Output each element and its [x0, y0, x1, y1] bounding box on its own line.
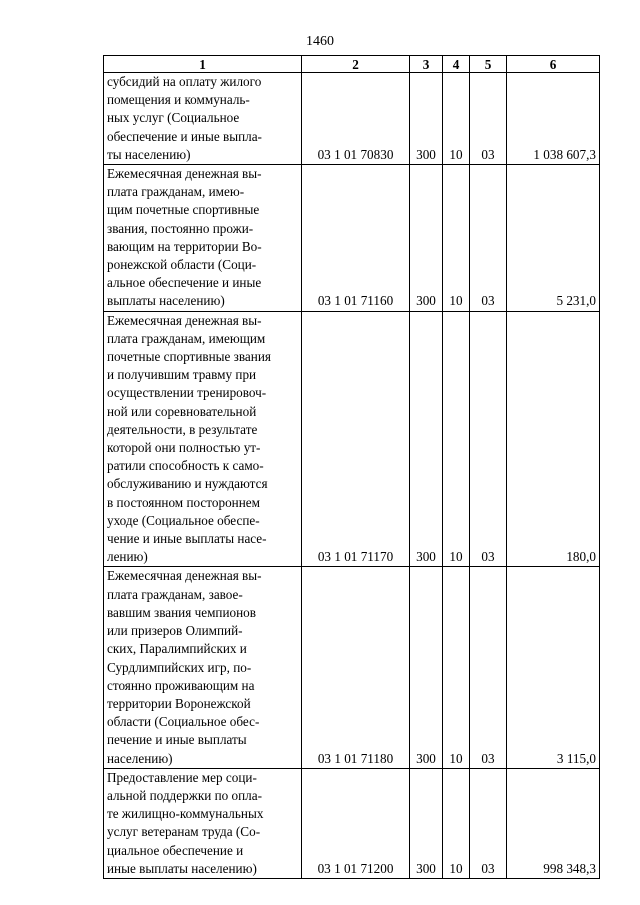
row-code: 03 1 01 71170 — [302, 311, 410, 567]
row-code: 03 1 01 71160 — [302, 165, 410, 312]
row-sum: 3 115,0 — [507, 567, 600, 768]
table-row — [104, 165, 600, 312]
table-header-row — [104, 56, 600, 73]
row-col-4: 10 — [443, 165, 470, 312]
row-col-4: 10 — [443, 567, 470, 768]
row-col-5: 03 — [470, 768, 507, 878]
row-col-3: 300 — [410, 73, 443, 165]
row-col-4: 10 — [443, 311, 470, 567]
table-row — [104, 567, 600, 768]
row-col-3: 300 — [410, 165, 443, 312]
row-name: Предоставление мер соци- альной поддержки по опла- те жилищно-коммунальных услуг ветеранам труда (Со- циальное обеспечение и иные выплаты населению) — [104, 768, 302, 878]
row-sum: 180,0 — [507, 311, 600, 567]
header-col-3: 3 — [410, 56, 443, 73]
row-col-5: 03 — [470, 311, 507, 567]
table-row — [104, 73, 600, 165]
row-col-5: 03 — [470, 567, 507, 768]
row-name: Ежемесячная денежная вы- плата гражданам, завое- вавшим звания чемпионов или призеров Олимпий- ских, Паралимпийских и Сурдлимпийских игр, по- стоянно проживающим на территории Воронежской области (Социальное обес- печение и иные выплаты населению) — [104, 567, 302, 768]
row-sum: 998 348,3 — [507, 768, 600, 878]
row-col-5: 03 — [470, 165, 507, 312]
header-col-1: 1 — [104, 56, 302, 73]
row-name: субсидий на оплату жилого помещения и коммуналь- ных услуг (Социальное обеспечение и иные выпла- ты населению) — [104, 73, 302, 165]
row-sum: 1 038 607,3 — [507, 73, 600, 165]
header-col-6: 6 — [507, 56, 600, 73]
table-row — [104, 768, 600, 878]
row-col-3: 300 — [410, 311, 443, 567]
table-row — [104, 311, 600, 567]
row-col-4: 10 — [443, 768, 470, 878]
row-code: 03 1 01 70830 — [302, 73, 410, 165]
row-code: 03 1 01 71200 — [302, 768, 410, 878]
header-col-2: 2 — [302, 56, 410, 73]
row-col-5: 03 — [470, 73, 507, 165]
row-name: Ежемесячная денежная вы- плата гражданам, имею- щим почетные спортивные звания, постоянно прожи- вающим на территории Во- ронежской области (Соци- альное обеспечение и иные выплаты населению) — [104, 165, 302, 312]
header-col-5: 5 — [470, 56, 507, 73]
row-col-3: 300 — [410, 567, 443, 768]
header-col-4: 4 — [443, 56, 470, 73]
row-col-3: 300 — [410, 768, 443, 878]
row-name: Ежемесячная денежная вы- плата гражданам, имеющим почетные спортивные звания и получившим травму при осуществлении тренировоч- ной или соревновательной деятельности, в результате которой они полностью ут- ратили способность к само- обслуживанию и нуждаются в постоянном постороннем уходе (Социальное обеспе- чение и иные выплаты насе- лению) — [104, 311, 302, 567]
budget-table — [103, 55, 600, 879]
page-number: 1460 — [306, 34, 334, 49]
row-sum: 5 231,0 — [507, 165, 600, 312]
row-col-4: 10 — [443, 73, 470, 165]
row-code: 03 1 01 71180 — [302, 567, 410, 768]
